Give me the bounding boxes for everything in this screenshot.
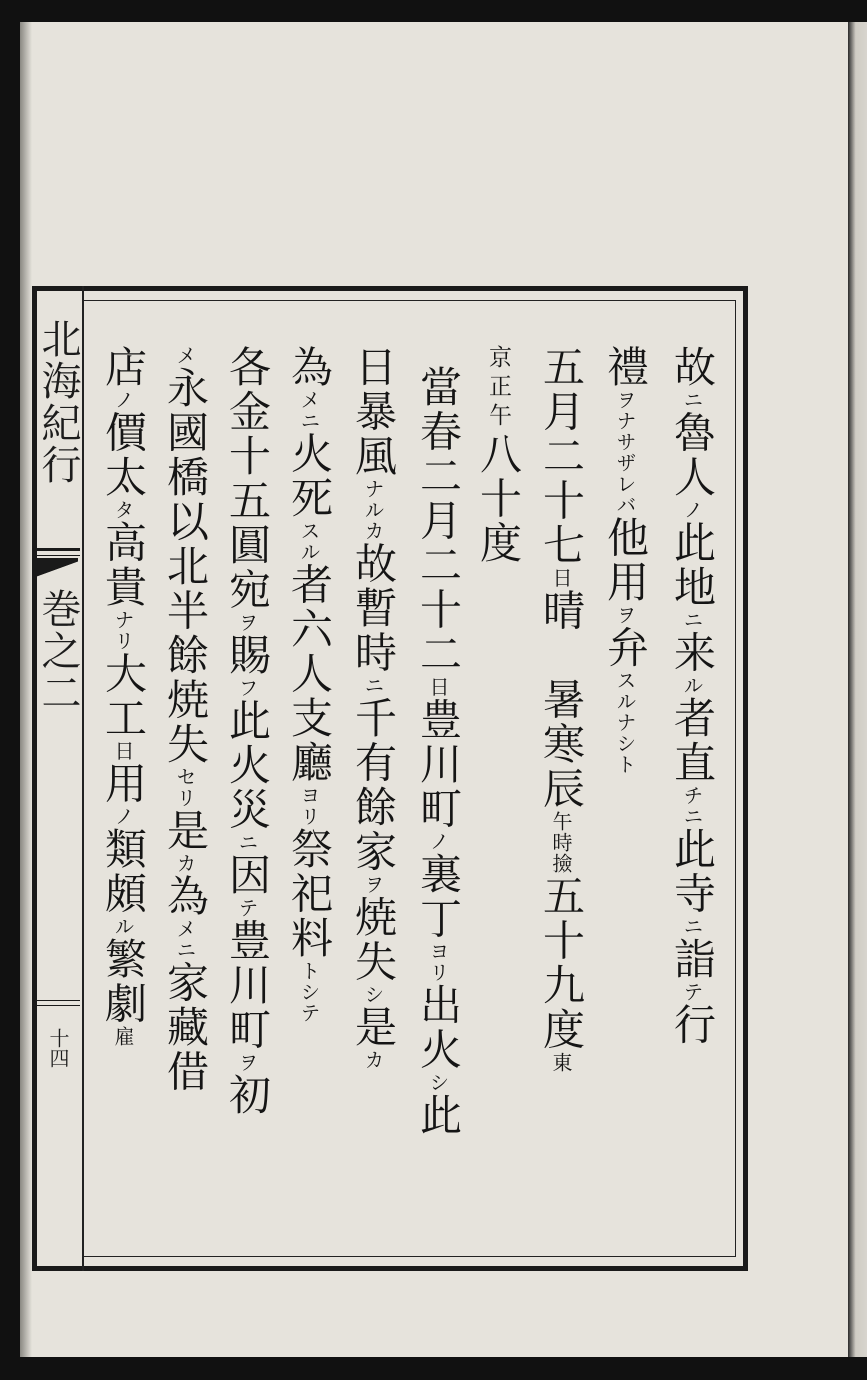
main-text: 高貴 xyxy=(99,520,148,610)
annotation-text: カ xyxy=(361,1049,385,1071)
annotation-text: 撿 xyxy=(549,853,573,874)
annotation-text: ニ xyxy=(680,916,704,937)
main-text: 魯人 xyxy=(668,410,717,500)
text-column-4 xyxy=(472,345,524,566)
fishtail-ornament xyxy=(36,558,78,584)
main-text: 焼失 xyxy=(349,895,398,984)
page-number: 十四 xyxy=(46,1028,70,1068)
main-text: 裏丁 xyxy=(414,852,463,941)
text-column-1 xyxy=(666,345,718,1047)
main-text: 是 xyxy=(161,808,210,853)
main-text: 故 xyxy=(668,345,717,390)
main-text: 豊川町 xyxy=(223,918,272,1052)
margin-rule xyxy=(34,548,80,551)
annotation-text: テ xyxy=(680,981,704,1003)
main-text: 火死 xyxy=(285,431,334,521)
annotation-text: ナリ xyxy=(111,609,135,652)
main-text: 祭祀料 xyxy=(285,827,334,961)
main-text: 詣 xyxy=(668,937,717,982)
gutter-shadow xyxy=(20,22,32,1357)
main-text: 辰 xyxy=(537,766,586,811)
annotation-text: ヲ xyxy=(613,604,637,626)
annotation-text: シ xyxy=(361,984,385,1005)
main-text: 因 xyxy=(223,853,272,898)
margin-rule xyxy=(34,555,80,556)
main-text: 晴 xyxy=(537,588,586,633)
text-column-8 xyxy=(221,345,273,1118)
annotation-text: 日 xyxy=(426,676,450,698)
main-text: 暑寒 xyxy=(537,677,586,767)
annotation-text: ヲナサザレバ xyxy=(613,389,637,516)
annotation-text: 雇 xyxy=(111,1026,135,1047)
main-text: 大工 xyxy=(99,651,148,741)
main-text: 行 xyxy=(668,1002,717,1047)
main-text: 賜 xyxy=(223,633,272,678)
main-text: 千有餘家 xyxy=(349,696,398,874)
annotation-text: ヲ xyxy=(361,874,385,895)
main-text: 此地 xyxy=(668,520,717,610)
annotation-text: ヲ xyxy=(235,1052,259,1073)
main-text: 永國橋以北半餘焼失 xyxy=(161,366,210,767)
main-text: 日暴風 xyxy=(349,345,398,479)
main-text: 来 xyxy=(668,630,717,675)
annotation-text: 日 xyxy=(111,740,135,762)
annotation-text: タ xyxy=(111,499,135,521)
main-text: 他用 xyxy=(601,515,650,605)
main-text xyxy=(537,633,586,678)
main-text: 故暫時 xyxy=(349,541,398,675)
main-text: 出火 xyxy=(414,983,463,1072)
main-text: 五十九度 xyxy=(537,874,586,1052)
annotation-text: ニ xyxy=(680,389,704,411)
annotation-text: 東 xyxy=(549,1052,573,1073)
main-text: 類頗 xyxy=(99,827,148,916)
main-text: 豊川町 xyxy=(414,697,463,831)
annotation-text: ニ xyxy=(361,675,385,696)
annotation-text: トシテ xyxy=(297,960,321,1024)
annotation-text: ナルカ xyxy=(361,478,385,542)
annotation-text: スル xyxy=(297,520,321,563)
main-text: 當春二月二十二 xyxy=(414,365,463,677)
main-text: 弁 xyxy=(601,625,650,670)
annotation-text: ル xyxy=(111,916,135,937)
main-text: 店 xyxy=(99,345,148,390)
annotation-text: 京正午 xyxy=(485,345,511,432)
main-text: 此火災 xyxy=(223,698,272,832)
volume-label: 巻之二 xyxy=(35,588,81,714)
margin-rule xyxy=(34,1000,80,1001)
annotation-text: メ xyxy=(173,345,197,366)
main-text: 初 xyxy=(223,1073,272,1118)
annotation-text: 午時 xyxy=(549,811,573,853)
text-column-10 xyxy=(97,345,149,1047)
main-text: 用 xyxy=(99,761,148,806)
margin-rule xyxy=(34,1005,80,1006)
annotation-text: ル xyxy=(680,675,704,696)
annotation-text: メニ xyxy=(297,389,321,432)
annotation-text: セリ xyxy=(173,766,197,809)
main-text: 禮 xyxy=(601,345,650,390)
page-edge xyxy=(848,22,867,1357)
main-text: 家藏借 xyxy=(161,960,210,1094)
annotation-text: フ xyxy=(235,677,259,699)
main-text: 者六人支廳 xyxy=(285,562,334,785)
annotation-text: スルナシト xyxy=(613,670,637,775)
annotation-text: メニ xyxy=(173,918,197,961)
main-text: 價太 xyxy=(99,410,148,500)
text-column-6 xyxy=(347,345,399,1071)
main-text: 是 xyxy=(349,1005,398,1050)
annotation-text: ノ xyxy=(111,806,135,827)
annotation-text: ニ xyxy=(235,832,259,853)
annotation-text: ヨリ xyxy=(297,785,321,827)
text-column-9 xyxy=(159,345,211,1094)
text-column-5 xyxy=(412,365,464,1138)
margin-column-divider xyxy=(82,286,84,1271)
annotation-text: 日 xyxy=(549,567,573,589)
text-column-3 xyxy=(535,345,587,1073)
annotation-text: チニ xyxy=(680,785,704,827)
annotation-text: シ xyxy=(426,1072,450,1093)
annotation-text: ヨリ xyxy=(426,941,450,983)
main-text: 八十度 xyxy=(474,432,523,566)
main-text: 此 xyxy=(414,1093,463,1138)
annotation-text: ノ xyxy=(111,389,135,411)
annotation-text: ノ xyxy=(426,831,450,852)
text-column-7 xyxy=(283,345,335,1024)
main-text: 此寺 xyxy=(668,827,717,916)
main-text: 五月二十七 xyxy=(537,345,586,568)
main-text: 各金十五圓宛 xyxy=(223,345,272,612)
main-text: 繁劇 xyxy=(99,937,148,1026)
main-text: 為 xyxy=(161,874,210,919)
annotation-text: ノ xyxy=(680,499,704,521)
text-column-2 xyxy=(599,345,651,775)
annotation-text: カ xyxy=(173,853,197,874)
main-text: 為 xyxy=(285,345,334,390)
annotation-text: ヲ xyxy=(235,612,259,633)
annotation-text: テ xyxy=(235,897,259,919)
book-title: 北海紀行 xyxy=(35,318,81,486)
annotation-text: ニ xyxy=(680,609,704,631)
main-text: 者直 xyxy=(668,696,717,785)
